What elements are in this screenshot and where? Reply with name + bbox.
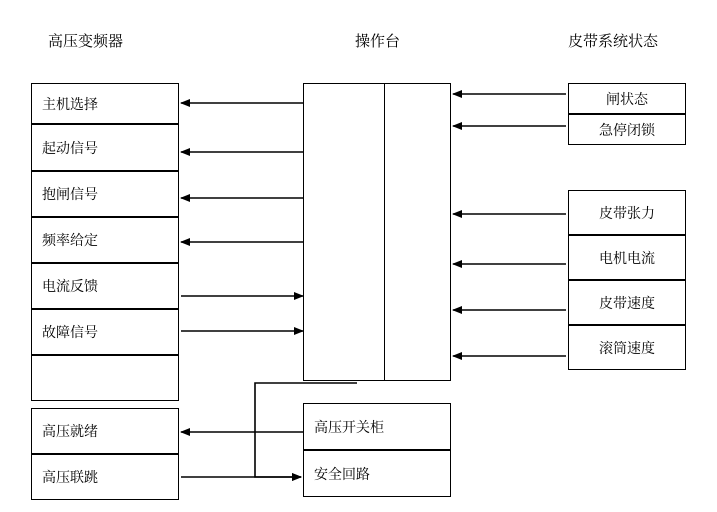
box-hv-ready[interactable]: 高压就绪 — [31, 408, 179, 454]
box-motor-current[interactable]: 电机电流 — [568, 235, 686, 280]
box-hv-interlock-trip[interactable]: 高压联跳 — [31, 454, 179, 500]
box-hv-switchgear[interactable]: 高压开关柜 — [303, 403, 451, 450]
box-frequency-setting[interactable]: 频率给定 — [31, 217, 179, 263]
console-divider — [384, 84, 385, 380]
box-estop-lock[interactable]: 急停闭锁 — [568, 114, 686, 145]
box-current-feedback[interactable]: 电流反馈 — [31, 263, 179, 309]
box-belt-tension[interactable]: 皮带张力 — [568, 190, 686, 235]
box-safety-circuit[interactable]: 安全回路 — [303, 450, 451, 497]
box-brake-signal[interactable]: 抱闸信号 — [31, 171, 179, 217]
box-drum-speed[interactable]: 滚筒速度 — [568, 325, 686, 370]
box-fault-signal[interactable]: 故障信号 — [31, 309, 179, 355]
box-host-select[interactable]: 主机选择 — [31, 83, 179, 124]
box-gate-state[interactable]: 闸状态 — [568, 83, 686, 114]
console-block[interactable] — [303, 83, 451, 381]
box-empty-spacer — [31, 355, 179, 401]
header-left-column: 高压变频器 — [48, 32, 124, 50]
header-right-column: 皮带系统状态 — [568, 32, 659, 50]
box-belt-speed[interactable]: 皮带速度 — [568, 280, 686, 325]
header-console: 操作台 — [355, 32, 401, 50]
box-start-signal[interactable]: 起动信号 — [31, 124, 179, 171]
